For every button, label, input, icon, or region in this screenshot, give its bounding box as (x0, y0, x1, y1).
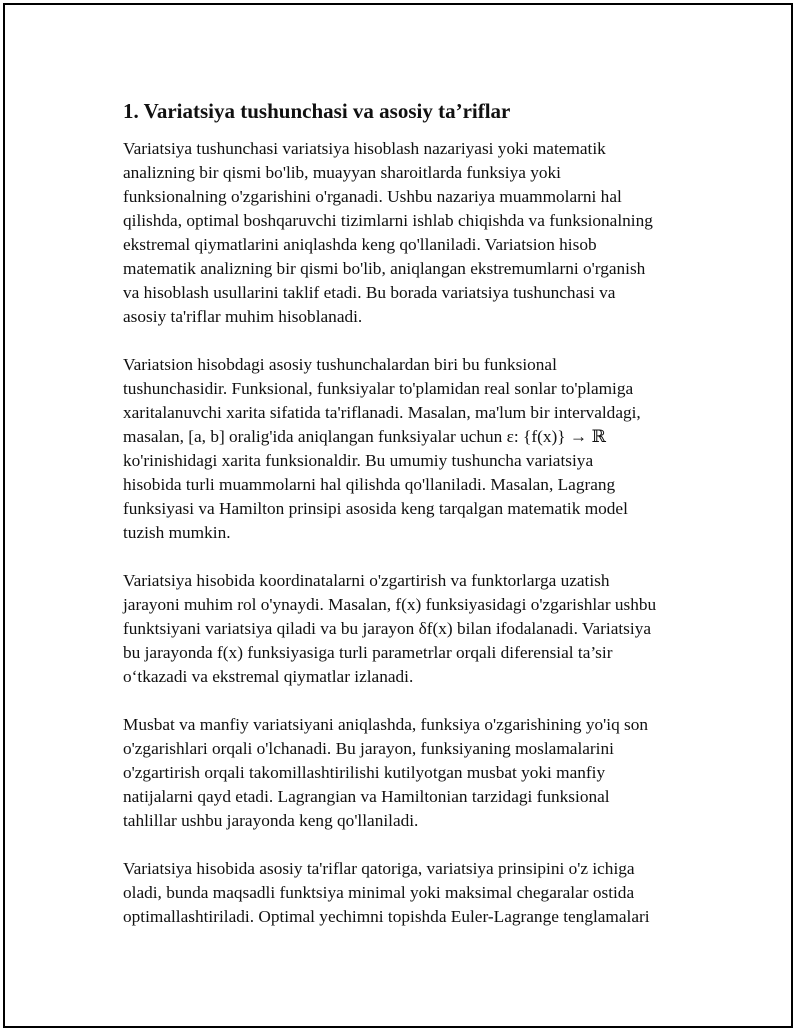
text-line: Variatsiya hisobida koordinatalarni o'zgartirish va funktorlarga uzatish (123, 571, 610, 590)
text-line: ko'rinishidagi xarita funksionaldir. Bu umumiy tushuncha variatsiya (123, 451, 594, 470)
text-line: hisobida turli muammolarni hal qilishda qo'llaniladi. Masalan, Lagrang (123, 475, 616, 494)
text-line: tuzish mumkin. (123, 523, 231, 542)
paragraph (123, 353, 698, 545)
text-line: oladi, bunda maqsadli funktsiya minimal yoki maksimal chegaralar ostida (123, 883, 635, 902)
text-line: funksionalning o'zgarishini o'rganadi. Ushbu nazariya muammolarni hal (123, 187, 622, 206)
text-line: natijalarni qayd etadi. Lagrangian va Hamiltonian tarzidagi funksional (123, 787, 610, 806)
paragraph-list (123, 137, 698, 929)
text-line: o'zgartirish orqali takomillashtirilishi kutilyotgan musbat yoki manfiy (123, 763, 606, 782)
document-page (3, 3, 793, 1028)
paragraph (123, 857, 698, 929)
text-line: Variatsiya hisobida asosiy ta'riflar qatoriga, variatsiya prinsipini o'z ichiga (123, 859, 635, 878)
text-line: tushunchasidir. Funksional, funksiyalar to'plamidan real sonlar to'plamiga (123, 379, 634, 398)
text-line: Variatsion hisobdagi asosiy tushunchalardan biri bu funksional (123, 355, 557, 374)
text-line: funksiyasi va Hamilton prinsipi asosida keng tarqalgan matematik model (123, 499, 628, 518)
text-line: matematik analizning bir qismi bo'lib, aniqlangan ekstremumlarni o'rganish (123, 259, 646, 278)
text-line: analizning bir qismi bo'lib, muayyan sharoitlarda funksiya yoki (123, 163, 561, 182)
text-line: ekstremal qiymatlarini aniqlashda keng qo'llaniladi. Variatsion hisob (123, 235, 597, 254)
document-body (123, 97, 698, 953)
text-line: Musbat va manfiy variatsiyani aniqlashda, funksiya o'zgarishining yo'iq son (123, 715, 649, 734)
text-line: qilishda, optimal boshqaruvchi tizimlarni ishlab chiqishda va funksionalning (123, 211, 653, 230)
paragraph (123, 569, 698, 689)
paragraph (123, 713, 698, 833)
paragraph (123, 137, 698, 329)
text-line: jarayoni muhim rol o'ynaydi. Masalan, f(x) funksiyasidagi o'zgarishlar ushbu (123, 595, 657, 614)
text-line: masalan, [a, b] oralig'ida aniqlangan funksiyalar uchun ε: {f(x)} → ℝ (123, 427, 606, 446)
text-line: Variatsiya tushunchasi variatsiya hisoblash nazariyasi yoki matematik (123, 139, 606, 158)
text-line: va hisoblash usullarini taklif etadi. Bu borada variatsiya tushunchasi va (123, 283, 616, 302)
text-line: o‘tkazadi va ekstremal qiymatlar izlanadi. (123, 667, 414, 686)
text-line: tahlillar ushbu jarayonda keng qo'llaniladi. (123, 811, 419, 830)
text-line: asosiy ta'riflar muhim hisoblanadi. (123, 307, 363, 326)
text-line: optimallashtiriladi. Optimal yechimni topishda Euler-Lagrange tenglamalari (123, 907, 650, 926)
section-heading: 1. Variatsiya tushunchasi va asosiy ta’riflar (123, 99, 511, 123)
text-line: bu jarayonda f(x) funksiyasiga turli parametrlar orqali diferensial ta’sir (123, 643, 613, 662)
text-line: o'zgarishlari orqali o'lchanadi. Bu jarayon, funksiyaning moslamalarini (123, 739, 614, 758)
text-line: funktsiyani variatsiya qiladi va bu jarayon δf(x) bilan ifodalanadi. Variatsiya (123, 619, 652, 638)
text-line: xaritalanuvchi xarita sifatida ta'riflanadi. Masalan, ma'lum bir intervaldagi, (123, 403, 641, 422)
